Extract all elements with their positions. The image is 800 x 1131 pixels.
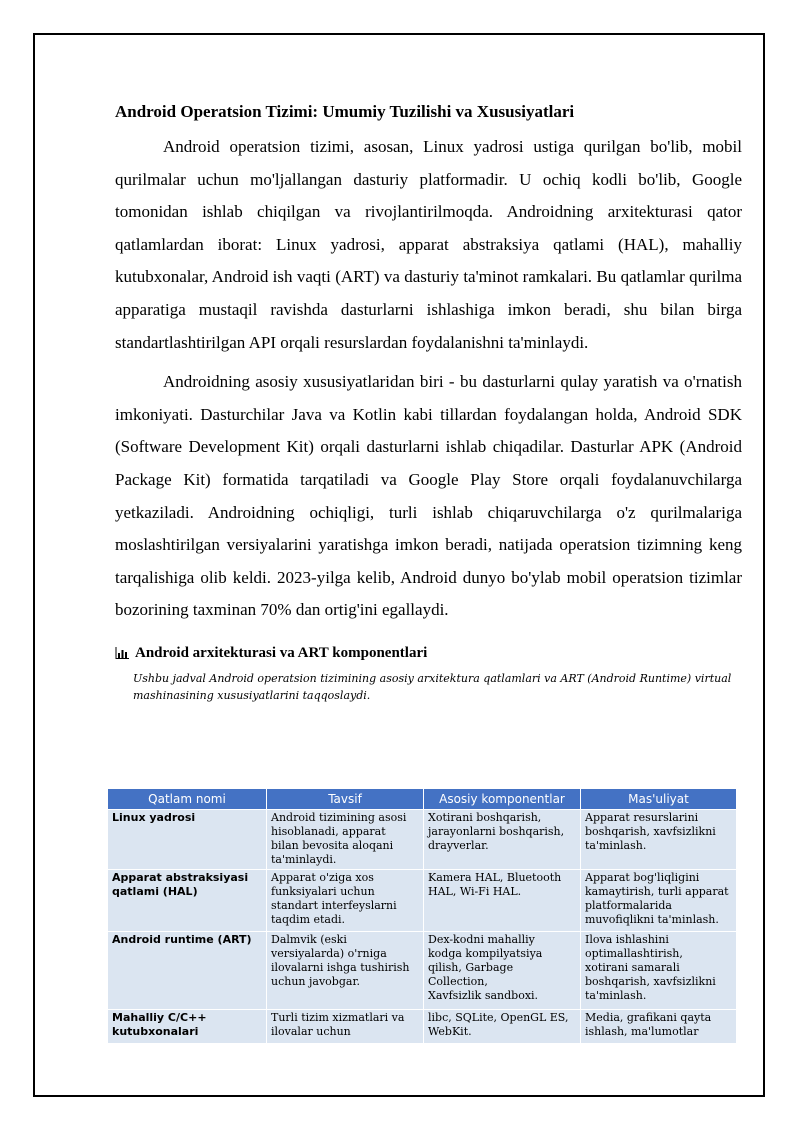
- table-header-row: [108, 789, 737, 810]
- cell-line: ishlash, ma'lumotlar: [585, 1025, 699, 1038]
- cell-line: Xavfsizlik sandboxi.: [428, 989, 539, 1002]
- cell-line: uchun javobgar.: [271, 975, 360, 988]
- table-cell-desc: [267, 870, 424, 932]
- table-cell-desc: [267, 932, 424, 1010]
- table-cell-components: [424, 810, 581, 870]
- table-cell-components: [424, 932, 581, 1010]
- cell-line: qilish, Garbage Collection,: [428, 961, 514, 988]
- cell-line: Apparat o'ziga xos: [271, 871, 374, 884]
- architecture-table: [107, 788, 737, 1044]
- cell-line: kutubxonalari: [112, 1025, 199, 1038]
- cell-line: Apparat resurslarini: [585, 811, 699, 824]
- cell-line: optimallashtirish,: [585, 947, 683, 960]
- cell-line: Android runtime (ART): [112, 933, 252, 946]
- cell-line: taqdim etadi.: [271, 913, 346, 926]
- cell-line: ta'minlash.: [585, 839, 647, 852]
- header-responsibility: Mas'uliyat: [581, 789, 737, 810]
- cell-line: libc, SQLite, OpenGL ES,: [428, 1011, 569, 1024]
- paragraph-1: Android operatsion tizimi, asosan, Linux yadrosi ustiga qurilgan bo'lib, mobil qurilmalar uchun mo'ljallangan dasturiy platformadir. U ochiq kodli bo'lib, Google tomonidan ishlab chiqilgan va rivojlantirilmoqda. Androidning arxitekturasi qator qatlamlardan iborat: Linux yadrosi, apparat abstraksiya qatlami (HAL), mahalliy kutubxonalar, Android ish vaqti (ART) va dasturiy ta'minot ramkalari. Bu qatlamlar qurilma apparatiga mustaqil ravishda dasturlarni ishlashiga imkon beradi, shu bilan birga standartlashtirilgan API orqali resurslardan foydalanishni ta'minlaydi.: [115, 137, 742, 352]
- cell-line: ta'minlaydi.: [271, 853, 337, 866]
- cell-line: hisoblanadi, apparat: [271, 825, 386, 838]
- cell-line: kodga kompilyatsiya: [428, 947, 543, 960]
- cell-line: Media, grafikani qayta: [585, 1011, 712, 1024]
- header-components: Asosiy komponentlar: [424, 789, 581, 810]
- cell-line: Apparat bog'liqligini: [585, 871, 700, 884]
- table-cell-components: [424, 1010, 581, 1044]
- section-heading: [115, 645, 742, 662]
- cell-line: standart interfeyslarni: [271, 899, 397, 912]
- cell-line: Android tizimining asosi: [271, 811, 407, 824]
- cell-line: muvofiqlikni ta'minlash.: [585, 913, 719, 926]
- cell-line: Xotirani boshqarish,: [428, 811, 542, 824]
- table-row: [108, 932, 737, 1010]
- cell-line: ta'minlash.: [585, 989, 647, 1002]
- cell-line: funksiyalari uchun: [271, 885, 375, 898]
- document-title: Android Operatsion Tizimi: Umumiy Tuzilishi va Xususiyatlari: [115, 102, 575, 121]
- document-body: [115, 100, 742, 704]
- cell-line: jarayonlarni boshqarish,: [428, 825, 565, 838]
- section-heading-text: Android arxitekturasi va ART komponentlari: [135, 644, 428, 661]
- table-cell-desc: [267, 1010, 424, 1044]
- cell-line: xotirani samarali: [585, 961, 680, 974]
- cell-line: Ilova ishlashini: [585, 933, 669, 946]
- cell-line: WebKit.: [428, 1025, 472, 1038]
- table-cell-layer: [108, 810, 267, 870]
- cell-line: ilovalarni ishga tushirish: [271, 961, 410, 974]
- paragraph-2: Androidning asosiy xususiyatlaridan biri - bu dasturlarni qulay yaratish va o'rnatish imkoniyati. Dasturchilar Java va Kotlin kabi tillardan foydalangan holda, Android SDK (Software Development Kit) orqali dasturlarni ishlab chiqadilar. Dasturlar APK (Android Package Kit) formatida tarqatiladi va Google Play Store orqali foydalanuvchilarga yetkaziladi. Androidning ochiqligi, turli ishlab chiqaruvchilarga o'z qurilmalariga moslashtirilgan versiyalarini yaratishga imkon beradi, natijada operatsion tizimning keng tarqalishiga olib keldi. 2023-yilga kelib, Android dunyo bo'ylab mobil operatsion tizimlar bozorining taxminan 70% dan ortig'ini egallaydi.: [115, 372, 742, 620]
- table-cell-layer: [108, 1010, 267, 1044]
- table-cell-layer: [108, 932, 267, 1010]
- table-caption: Ushbu jadval Android operatsion tizimining asosiy arxitektura qatlamlari va ART (Android Runtime) virtual mashinasining xususiyatlarini taqqoslaydi.: [133, 671, 732, 702]
- cell-line: platformalarida: [585, 899, 672, 912]
- header-description: Tavsif: [267, 789, 424, 810]
- table-row: [108, 810, 737, 870]
- cell-line: Kamera HAL, Bluetooth: [428, 871, 562, 884]
- cell-line: drayverlar.: [428, 839, 489, 852]
- header-layer-name: Qatlam nomi: [108, 789, 267, 810]
- cell-line: qatlami (HAL): [112, 885, 198, 898]
- table-row: [108, 870, 737, 932]
- cell-line: kamaytirish, turli apparat: [585, 885, 729, 898]
- cell-line: ilovalar uchun: [271, 1025, 351, 1038]
- cell-line: versiyalarda) o'rniga: [271, 947, 387, 960]
- table-cell-responsibility: [581, 870, 737, 932]
- cell-line: HAL, Wi-Fi HAL.: [428, 885, 522, 898]
- cell-line: Turli tizim xizmatlari va: [271, 1011, 405, 1024]
- cell-line: bilan bevosita aloqani: [271, 839, 394, 852]
- cell-line: Apparat abstraksiyasi: [112, 871, 249, 884]
- table-row: [108, 1010, 737, 1044]
- table-cell-components: [424, 870, 581, 932]
- table-cell-layer: [108, 870, 267, 932]
- table-cell-responsibility: [581, 810, 737, 870]
- bar-chart-icon: [115, 647, 129, 659]
- cell-line: boshqarish, xavfsizlikni: [585, 975, 716, 988]
- cell-line: Dalmvik (eski: [271, 933, 347, 946]
- cell-line: boshqarish, xavfsizlikni: [585, 825, 716, 838]
- cell-line: Mahalliy C/C++: [112, 1011, 207, 1024]
- cell-line: Dex-kodni mahalliy: [428, 933, 535, 946]
- table-cell-desc: [267, 810, 424, 870]
- cell-line: Linux yadrosi: [112, 811, 196, 824]
- table-cell-responsibility: [581, 1010, 737, 1044]
- architecture-table-container: [107, 788, 736, 1044]
- table-cell-responsibility: [581, 932, 737, 1010]
